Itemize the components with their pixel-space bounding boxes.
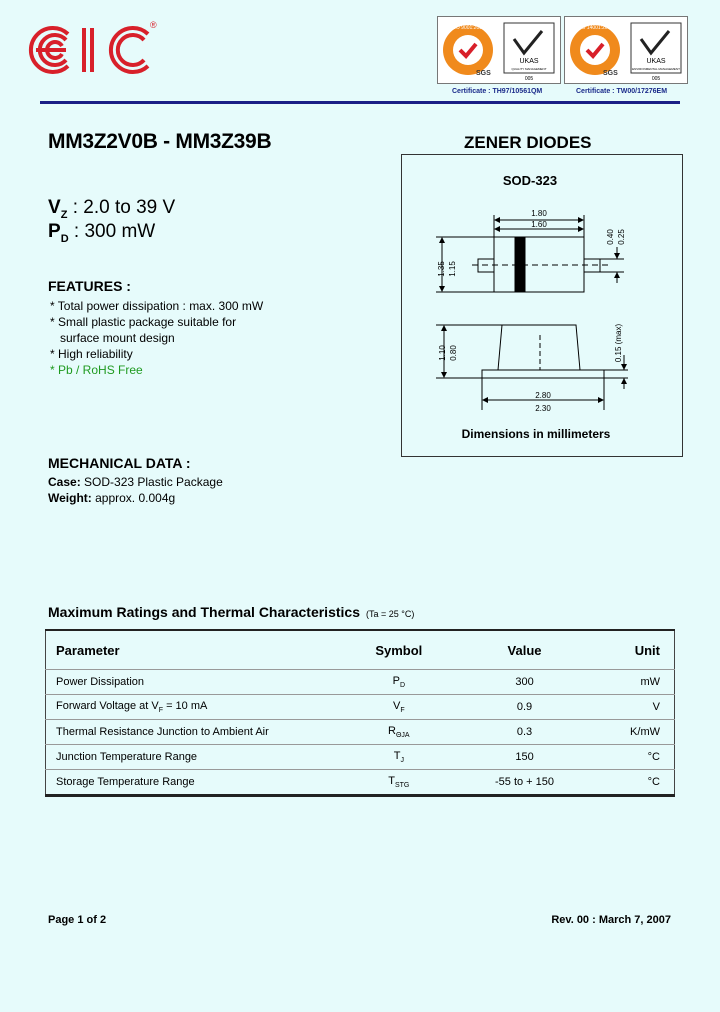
cell-unit: K/mW (592, 720, 675, 745)
cell-value: 150 (457, 745, 592, 770)
footer-revision: Rev. 00 : March 7, 2007 (551, 914, 671, 926)
cert2-num: 005 (651, 76, 661, 82)
cert1-sgs: SGS (476, 70, 491, 77)
case-label: Case: (48, 475, 81, 489)
cell-param (46, 695, 341, 720)
weight-label: Weight: (48, 491, 92, 505)
pd-sub: D (60, 232, 69, 245)
cell-param: Thermal Resistance Junction to Ambient Air (46, 720, 341, 745)
cert1-ukas: UKAS (519, 58, 539, 65)
dim-h1: 1.35 (437, 261, 446, 277)
case-value: SOD-323 Plastic Package (80, 475, 223, 489)
cert2-sgs: SGS (603, 70, 618, 77)
cell-value: -55 to + 150 (457, 770, 592, 796)
vz-sub: Z (60, 208, 68, 221)
feature-item: * Small plastic package suitable for (50, 315, 237, 329)
cert1-label: Certificate : TH97/10561QM (452, 88, 543, 95)
weight-value: approx. 0.004g (91, 491, 176, 505)
cell-param: Junction Temperature Range (46, 745, 341, 770)
cell-value: 0.3 (457, 720, 592, 745)
cell-unit: °C (592, 770, 675, 796)
mechanical-data (48, 474, 223, 506)
package-side-view (436, 325, 628, 410)
pd-value: : 300 mW (68, 221, 156, 242)
feature-item: surface mount design (50, 331, 175, 345)
features-heading: FEATURES : (48, 278, 131, 294)
param-sub: F (158, 707, 164, 715)
param-text: Forward Voltage at V (56, 699, 159, 712)
sym-sub: ΘJA (395, 732, 410, 740)
feature-item: * High reliability (50, 347, 133, 361)
sym: T (388, 774, 395, 787)
sym-sub: J (400, 757, 404, 765)
cert2-ukas: UKAS (646, 58, 666, 65)
side-view-arrows (441, 325, 627, 403)
case-line (48, 474, 223, 490)
registered-mark: ® (150, 20, 157, 30)
table-row (46, 695, 675, 720)
cert1-num: 005 (524, 76, 534, 82)
eic-logo (22, 18, 162, 82)
vz-symbol: V (48, 197, 61, 218)
dim-top-w2: 1.60 (531, 220, 547, 229)
ratings-title (48, 604, 414, 620)
sym: R (388, 724, 396, 737)
param-tail: = 10 mA (163, 699, 208, 712)
dim-lead2: 0.25 (617, 229, 626, 245)
feature-item: * Total power dissipation : max. 300 mW (50, 299, 264, 313)
cell-param: Storage Temperature Range (46, 770, 341, 796)
spec-pd (48, 221, 155, 245)
table-row (46, 745, 675, 770)
cell-symbol (340, 670, 457, 695)
sym-sub: D (399, 682, 406, 690)
table-row (46, 720, 675, 745)
sym: V (393, 699, 401, 712)
cell-unit: V (592, 695, 675, 720)
mechanical-heading: MECHANICAL DATA : (48, 455, 191, 471)
feature-item-rohs: * Pb / RoHS Free (50, 363, 143, 377)
package-drawing-box (401, 154, 683, 457)
vz-value: : 2.0 to 39 V (67, 197, 176, 218)
cell-unit: °C (592, 745, 675, 770)
cell-symbol (340, 720, 457, 745)
dim-lead1: 0.40 (606, 229, 615, 245)
cert2-ring-text: ISO 14001:2004 (576, 25, 614, 31)
features-list (50, 298, 263, 378)
top-view-arrows (439, 217, 620, 292)
ratings-condition: (Ta = 25 °C) (366, 609, 415, 619)
cell-symbol (340, 695, 457, 720)
dim-top-w1: 1.80 (531, 209, 547, 218)
cell-unit: mW (592, 670, 675, 695)
cell-symbol (340, 770, 457, 796)
package-caption: Dimensions in millimeters (461, 427, 611, 441)
spec-vz (48, 197, 175, 221)
cert2-ukas-sub: ENVIRONMENTAL MANAGEMENT (632, 67, 680, 71)
table-row (46, 670, 675, 695)
ratings-table (45, 629, 675, 797)
col-unit: Unit (634, 642, 660, 658)
cell-value: 0.9 (457, 695, 592, 720)
dim-max-t: 0.15 (max) (614, 323, 623, 363)
cell-param: Power Dissipation (46, 670, 341, 695)
footer-page: Page 1 of 2 (48, 914, 107, 926)
dim-h2: 1.15 (448, 261, 457, 277)
ratings-title-text: Maximum Ratings and Thermal Characteristics (48, 604, 360, 620)
table-row (46, 770, 675, 796)
cert-badge-iso14001 (564, 16, 688, 84)
package-top-view (436, 215, 624, 292)
cert1-ring-text: ISO 9001:2000 (451, 25, 485, 31)
table-header-row (46, 630, 675, 670)
dim-bot-w2: 2.30 (535, 404, 551, 413)
dim-side-h2: 0.80 (449, 345, 458, 361)
sym-sub: F (400, 707, 405, 715)
cert1-ukas-sub: QUALITY MANAGEMENT (511, 67, 547, 71)
sym: P (392, 674, 400, 687)
weight-line (48, 490, 223, 506)
cert2-label: Certificate : TW00/17276EM (576, 88, 668, 95)
col-parameter: Parameter (56, 642, 120, 658)
sym: T (393, 749, 401, 762)
cert-badge-iso9001 (437, 16, 561, 84)
dim-side-h1: 1.10 (438, 345, 447, 361)
package-name: SOD-323 (502, 173, 558, 188)
col-symbol: Symbol (375, 642, 423, 658)
page-subtitle: ZENER DIODES (464, 133, 592, 152)
page-title: MM3Z2V0B - MM3Z39B (48, 130, 272, 153)
col-value: Value (507, 642, 542, 658)
sym-sub: STG (394, 782, 410, 790)
cell-value: 300 (457, 670, 592, 695)
dim-bot-w1: 2.80 (535, 391, 551, 400)
header-rule (40, 101, 680, 104)
cell-symbol (340, 745, 457, 770)
pd-symbol: P (48, 221, 61, 242)
